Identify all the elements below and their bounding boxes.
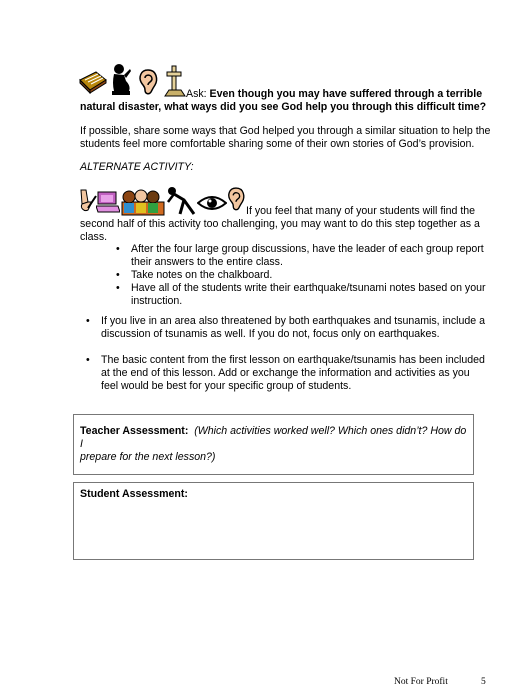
stretching-person-icon <box>166 186 198 220</box>
note-text: • If you live in an area also threatened by both earthquakes and tsunamis, include a <box>101 315 485 327</box>
notes-list <box>86 315 496 393</box>
page-number: 5 <box>481 677 486 687</box>
group-icon <box>121 188 165 220</box>
ask-question-line2: natural disaster, what ways did you see God help you through this difficult time? <box>80 101 487 113</box>
ask-question <box>186 88 486 101</box>
list-item <box>116 269 486 282</box>
list-item <box>86 354 496 393</box>
bullet-text: • After the four large group discussions, have the leader of each group report <box>131 243 484 255</box>
note-text: at the end of this lesson. Add or exchange the information and activities as you <box>101 367 470 379</box>
cross-icon <box>163 64 187 102</box>
list-item <box>116 243 486 269</box>
student-assessment-label: Student Assessment: <box>80 488 188 500</box>
alternate-bullet-list <box>116 243 486 308</box>
bullet-text: instruction. <box>131 295 183 307</box>
alternate-line1: If you feel that many of your students will find the <box>246 205 476 217</box>
paragraph-1-line1: If possible, share some ways that God helped you through a similar situation to help the <box>80 125 491 137</box>
eye-icon <box>197 194 227 216</box>
ear-icon <box>137 68 159 100</box>
teacher-assessment-content <box>80 425 470 464</box>
computer-icon <box>96 190 120 218</box>
ear-icon <box>226 186 246 216</box>
list-item <box>86 315 496 341</box>
alternate-heading: ALTERNATE ACTIVITY: <box>80 161 194 173</box>
student-assessment-box[interactable] <box>73 482 474 560</box>
paragraph-1 <box>80 125 500 151</box>
teacher-assessment-prompt-line2: prepare for the next lesson?) <box>80 451 216 463</box>
teacher-assessment-label: Teacher Assessment: <box>80 425 189 437</box>
bullet-text: • Take notes on the chalkboard. <box>131 269 273 281</box>
teacher-assessment-prompt-line1: (Which activities worked well? Which ones didn’t? How do I <box>80 425 467 450</box>
note-text: feel would be best for your specific group of students. <box>101 380 352 392</box>
writing-hand-icon <box>78 188 98 218</box>
alternate-line2: second half of this activity too challenging, you may want to do this step together as a <box>80 218 480 230</box>
note-text: • The basic content from the first lesson on earthquake/tsunamis has been included <box>101 354 485 366</box>
paragraph-1-line2: students feel more comfortable sharing some of their own stories of God’s provision. <box>80 138 475 150</box>
list-item <box>116 282 486 308</box>
teacher-assessment-box[interactable] <box>73 414 474 475</box>
bullet-text: • Have all of the students write their earthquake/tsunami notes based on your <box>131 282 486 294</box>
praying-person-icon <box>110 63 134 101</box>
alternate-line3: class. <box>80 231 108 243</box>
ask-question-line1: Even though you may have suffered through a terrible <box>209 88 483 100</box>
bullet-text: their answers to the entire class. <box>131 256 283 268</box>
footer-text: Not For Profit <box>394 677 448 687</box>
ask-label: Ask: <box>186 88 210 100</box>
bible-icon <box>78 68 108 98</box>
note-text: discussion of tsunamis as well. If you do not, focus only on earthquakes. <box>101 328 440 340</box>
